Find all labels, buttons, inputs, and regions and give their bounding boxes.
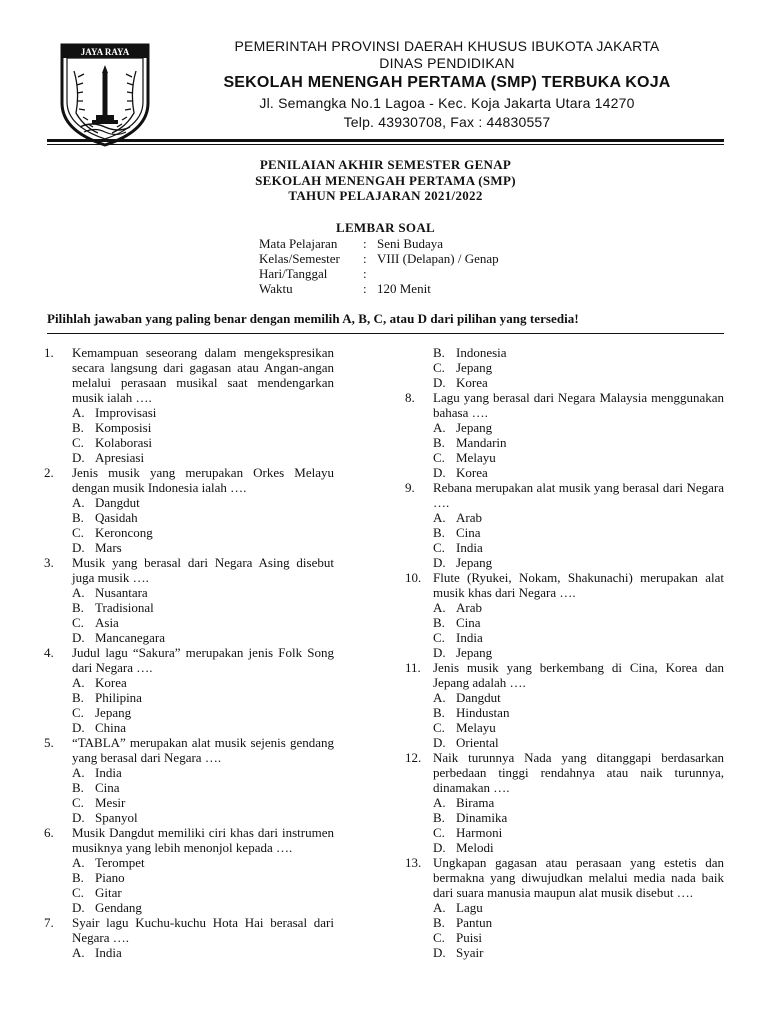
info-value: 120 Menit: [377, 281, 431, 296]
question-9: [405, 480, 724, 510]
option-text: Qasidah: [95, 510, 138, 525]
answer-option: [405, 645, 724, 660]
question-text: Kemampuan seseorang dalam mengekspresikan secara langsung dari gagasan atau Angan-angan melalui perasaan musikal saat mendengarkan musik ialah ….: [72, 345, 334, 405]
option-letter: A.: [433, 690, 446, 705]
answer-option: [405, 360, 724, 375]
question-number: 7.: [44, 915, 54, 930]
school-name: SEKOLAH MENENGAH PERTAMA (SMP) TERBUKA KOJA: [223, 74, 671, 91]
question-text: Flute (Ryukei, Nokam, Shakunachi) merupakan alat musik khas dari Negara ….: [433, 570, 724, 600]
option-letter: B.: [72, 600, 84, 615]
answer-option: [44, 690, 334, 705]
option-text: Philipina: [95, 690, 142, 705]
option-letter: B.: [433, 915, 445, 930]
option-letter: A.: [433, 600, 446, 615]
question-2: [44, 465, 334, 495]
answer-option: [405, 900, 724, 915]
answer-option: [405, 510, 724, 525]
option-letter: D.: [72, 450, 85, 465]
info-row: [259, 251, 499, 266]
info-value: Seni Budaya: [377, 236, 444, 251]
answer-option: [44, 525, 334, 540]
option-letter: C.: [433, 450, 445, 465]
answer-option: [44, 585, 334, 600]
option-letter: C.: [72, 795, 84, 810]
answer-option: [405, 720, 724, 735]
option-text: Arab: [456, 510, 482, 525]
answer-option: [44, 675, 334, 690]
question-10: [405, 570, 724, 600]
question-text: Jenis musik yang berkembang di Cina, Korea dan Jepang adalah ….: [433, 660, 724, 690]
answer-option: [405, 600, 724, 615]
question-text: Musik Dangdut memiliki ciri khas dari instrumen musiknya yang lebih menonjol kepada ….: [72, 825, 334, 855]
option-letter: C.: [433, 630, 445, 645]
answer-option: [44, 540, 334, 555]
option-text: Keroncong: [95, 525, 153, 540]
question-text: Jenis musik yang merupakan Orkes Melayu dengan musik Indonesia ialah ….: [72, 465, 334, 495]
option-text: Mars: [95, 540, 122, 555]
answer-option: [405, 630, 724, 645]
answer-option: [44, 495, 334, 510]
answer-option: [44, 510, 334, 525]
question-text: Judul lagu “Sakura” merupakan jenis Folk Song dari Negara ….: [72, 645, 334, 675]
answer-option: [405, 540, 724, 555]
option-text: India: [95, 765, 122, 780]
option-text: Jepang: [456, 555, 493, 570]
option-text: Birama: [456, 795, 495, 810]
option-text: Oriental: [456, 735, 499, 750]
question-number: 9.: [405, 480, 415, 495]
answer-option: [405, 435, 724, 450]
option-letter: D.: [433, 555, 446, 570]
option-text: Piano: [95, 870, 125, 885]
letterhead-text: [152, 38, 742, 132]
option-letter: C.: [72, 705, 84, 720]
option-letter: D.: [433, 465, 446, 480]
question-number: 10.: [405, 570, 422, 585]
option-text: Arab: [456, 600, 482, 615]
option-letter: B.: [72, 510, 84, 525]
info-colon: :: [363, 281, 367, 296]
option-text: Harmoni: [456, 825, 503, 840]
option-letter: D.: [72, 900, 85, 915]
info-row: [259, 236, 499, 251]
header-divider-thin: [47, 144, 724, 145]
option-text: Mesir: [95, 795, 126, 810]
government-name: PEMERINTAH PROVINSI DAERAH KHUSUS IBUKOTA JAKARTA: [234, 38, 660, 54]
option-text: China: [95, 720, 127, 735]
answer-option: [405, 465, 724, 480]
option-text: Melodi: [456, 840, 494, 855]
option-letter: D.: [72, 540, 85, 555]
answer-option: [44, 450, 334, 465]
option-text: Mandarin: [456, 435, 507, 450]
option-text: Jepang: [456, 645, 493, 660]
answer-option: [405, 450, 724, 465]
department-name: DINAS PENDIDIKAN: [379, 55, 515, 71]
option-letter: A.: [72, 945, 85, 960]
answer-option: [405, 705, 724, 720]
option-letter: A.: [72, 675, 85, 690]
option-text: Syair: [456, 945, 484, 960]
school-address: Jl. Semangka No.1 Lagoa - Kec. Koja Jakarta Utara 14270: [259, 95, 635, 111]
question-7: [44, 915, 334, 945]
school-phone: Telp. 43930708, Fax : 44830557: [343, 114, 551, 130]
answer-option: [405, 555, 724, 570]
option-letter: B.: [72, 870, 84, 885]
question-5: [44, 735, 334, 765]
option-letter: B.: [433, 525, 445, 540]
option-letter: B.: [72, 420, 84, 435]
answer-option: [405, 690, 724, 705]
jaya-raya-crest-icon: [58, 41, 152, 147]
exam-title: [47, 157, 724, 204]
option-text: Cina: [456, 525, 481, 540]
option-text: Cina: [456, 615, 481, 630]
answer-option: [405, 915, 724, 930]
option-text: Korea: [456, 465, 488, 480]
option-text: Gendang: [95, 900, 142, 915]
option-text: Puisi: [456, 930, 483, 945]
option-letter: B.: [72, 780, 84, 795]
option-text: Asia: [95, 615, 119, 630]
option-text: Kolaborasi: [95, 435, 153, 450]
option-letter: B.: [433, 345, 445, 360]
instruction-text: Pilihlah jawaban yang paling benar dengan memilih A, B, C, atau D dari pilihan yang tersedia!: [47, 311, 579, 326]
info-colon: :: [363, 236, 367, 251]
question-text: Rebana merupakan alat musik yang berasal dari Negara ….: [433, 480, 724, 510]
option-letter: A.: [72, 495, 85, 510]
info-label: Waktu: [259, 281, 293, 296]
question-1: [44, 345, 334, 405]
option-text: Tradisional: [95, 600, 154, 615]
option-text: Mancanegara: [95, 630, 166, 645]
info-label: Mata Pelajaran: [259, 236, 338, 251]
answer-option: [44, 630, 334, 645]
question-number: 4.: [44, 645, 54, 660]
answer-option: [44, 705, 334, 720]
question-text: “TABLA” merupakan alat musik sejenis gendang yang berasal dari Negara ….: [72, 735, 334, 765]
option-letter: D.: [72, 630, 85, 645]
question-12: [405, 750, 724, 795]
option-letter: C.: [72, 615, 84, 630]
answer-option: [405, 840, 724, 855]
answer-option: [44, 720, 334, 735]
option-letter: A.: [433, 420, 446, 435]
answer-option: [405, 375, 724, 390]
option-text: Dinamika: [456, 810, 508, 825]
option-letter: A.: [72, 405, 85, 420]
option-letter: D.: [72, 720, 85, 735]
option-text: Jepang: [456, 360, 493, 375]
answer-option: [405, 615, 724, 630]
option-letter: A.: [72, 765, 85, 780]
answer-option: [44, 795, 334, 810]
answer-option: [44, 900, 334, 915]
question-number: 3.: [44, 555, 54, 570]
option-text: Korea: [456, 375, 488, 390]
question-4: [44, 645, 334, 675]
answer-option: [44, 600, 334, 615]
letterhead: [0, 0, 768, 146]
info-row: [259, 266, 499, 281]
info-label: Hari/Tanggal: [259, 266, 328, 281]
exam-title-line2: SEKOLAH MENENGAH PERTAMA (SMP): [255, 172, 516, 188]
option-letter: B.: [433, 705, 445, 720]
option-letter: D.: [433, 645, 446, 660]
answer-option: [405, 810, 724, 825]
info-label: Kelas/Semester: [259, 251, 340, 266]
option-letter: C.: [433, 825, 445, 840]
answer-option: [44, 780, 334, 795]
option-text: Indonesia: [456, 345, 507, 360]
option-letter: B.: [433, 810, 445, 825]
option-text: Pantun: [456, 915, 493, 930]
logo-text: JAYA RAYA: [80, 47, 130, 57]
sheet-title: LEMBAR SOAL: [335, 220, 435, 235]
question-text: Musik yang berasal dari Negara Asing disebut juga musik ….: [72, 555, 334, 585]
question-number: 1.: [44, 345, 54, 360]
info-colon: :: [363, 251, 367, 266]
answer-option: [44, 885, 334, 900]
option-text: Jepang: [95, 705, 132, 720]
question-number: 12.: [405, 750, 422, 765]
answer-option: [44, 435, 334, 450]
answer-option: [405, 525, 724, 540]
question-13: [405, 855, 724, 900]
option-letter: B.: [433, 435, 445, 450]
answer-option: [405, 825, 724, 840]
option-letter: C.: [433, 540, 445, 555]
header-divider-thick: [47, 139, 724, 142]
option-letter: C.: [72, 525, 84, 540]
option-letter: A.: [433, 900, 446, 915]
option-letter: D.: [433, 375, 446, 390]
answer-option: [44, 615, 334, 630]
option-text: Melayu: [456, 450, 496, 465]
option-letter: C.: [433, 930, 445, 945]
option-letter: D.: [433, 840, 446, 855]
option-letter: D.: [72, 810, 85, 825]
option-letter: A.: [433, 795, 446, 810]
option-text: Melayu: [456, 720, 496, 735]
option-text: Hindustan: [456, 705, 510, 720]
option-letter: C.: [72, 435, 84, 450]
option-letter: D.: [433, 945, 446, 960]
question-8: [405, 390, 724, 420]
question-3: [44, 555, 334, 585]
question-number: 13.: [405, 855, 422, 870]
question-text: Lagu yang berasal dari Negara Malaysia menggunakan bahasa ….: [433, 390, 724, 420]
question-text: Ungkapan gagasan atau perasaan yang estetis dan bermakna yang diwujudkan melalui media nada baik dari suara manusia maupun alat musik disebut ….: [433, 855, 724, 900]
exam-info-table: [259, 236, 499, 296]
instruction-divider: [47, 333, 724, 334]
question-number: 11.: [405, 660, 421, 675]
option-text: Nusantara: [95, 585, 148, 600]
answer-option: [405, 945, 724, 960]
option-letter: A.: [72, 855, 85, 870]
option-letter: A.: [433, 510, 446, 525]
answer-option: [44, 420, 334, 435]
option-text: Jepang: [456, 420, 493, 435]
question-number: 6.: [44, 825, 54, 840]
option-text: Dangdut: [95, 495, 140, 510]
question-number: 2.: [44, 465, 54, 480]
questions-column-left: [44, 345, 334, 960]
answer-option: [44, 855, 334, 870]
option-letter: A.: [72, 585, 85, 600]
answer-option: [405, 735, 724, 750]
option-text: Korea: [95, 675, 127, 690]
answer-option: [44, 810, 334, 825]
option-text: Lagu: [456, 900, 483, 915]
info-row: [259, 281, 499, 296]
answer-option: [44, 870, 334, 885]
option-text: Gitar: [95, 885, 122, 900]
option-text: Cina: [95, 780, 120, 795]
option-text: India: [456, 540, 483, 555]
option-text: Spanyol: [95, 810, 138, 825]
question-6: [44, 825, 334, 855]
answer-option: [405, 420, 724, 435]
question-text: Naik turunnya Nada yang ditanggapi berdasarkan perbedaan tinggi rendahnya atau naik turunnya, dinamakan ….: [433, 750, 724, 795]
info-value: VIII (Delapan) / Genap: [377, 251, 499, 266]
question-11: [405, 660, 724, 690]
questions-column-right: [405, 345, 724, 960]
exam-title-line1: PENILAIAN AKHIR SEMESTER GENAP: [259, 157, 512, 172]
question-number: 5.: [44, 735, 54, 750]
option-text: Terompet: [95, 855, 145, 870]
option-text: Improvisasi: [95, 405, 157, 420]
answer-option: [405, 930, 724, 945]
option-letter: C.: [433, 360, 445, 375]
option-letter: D.: [433, 735, 446, 750]
answer-option: [44, 765, 334, 780]
info-colon: :: [363, 266, 367, 281]
option-letter: B.: [433, 615, 445, 630]
exam-title-line3: TAHUN PELAJARAN 2021/2022: [288, 188, 483, 203]
answer-option: [405, 795, 724, 810]
answer-option: [44, 945, 334, 960]
option-letter: C.: [72, 885, 84, 900]
answer-option: [44, 405, 334, 420]
option-letter: B.: [72, 690, 84, 705]
option-text: Komposisi: [95, 420, 152, 435]
question-text: Syair lagu Kuchu-kuchu Hota Hai berasal dari Negara ….: [72, 915, 334, 945]
option-letter: C.: [433, 720, 445, 735]
option-text: Apresiasi: [95, 450, 145, 465]
option-text: India: [456, 630, 483, 645]
option-text: Dangdut: [456, 690, 501, 705]
option-text: India: [95, 945, 122, 960]
question-number: 8.: [405, 390, 415, 405]
answer-option: [405, 345, 724, 360]
